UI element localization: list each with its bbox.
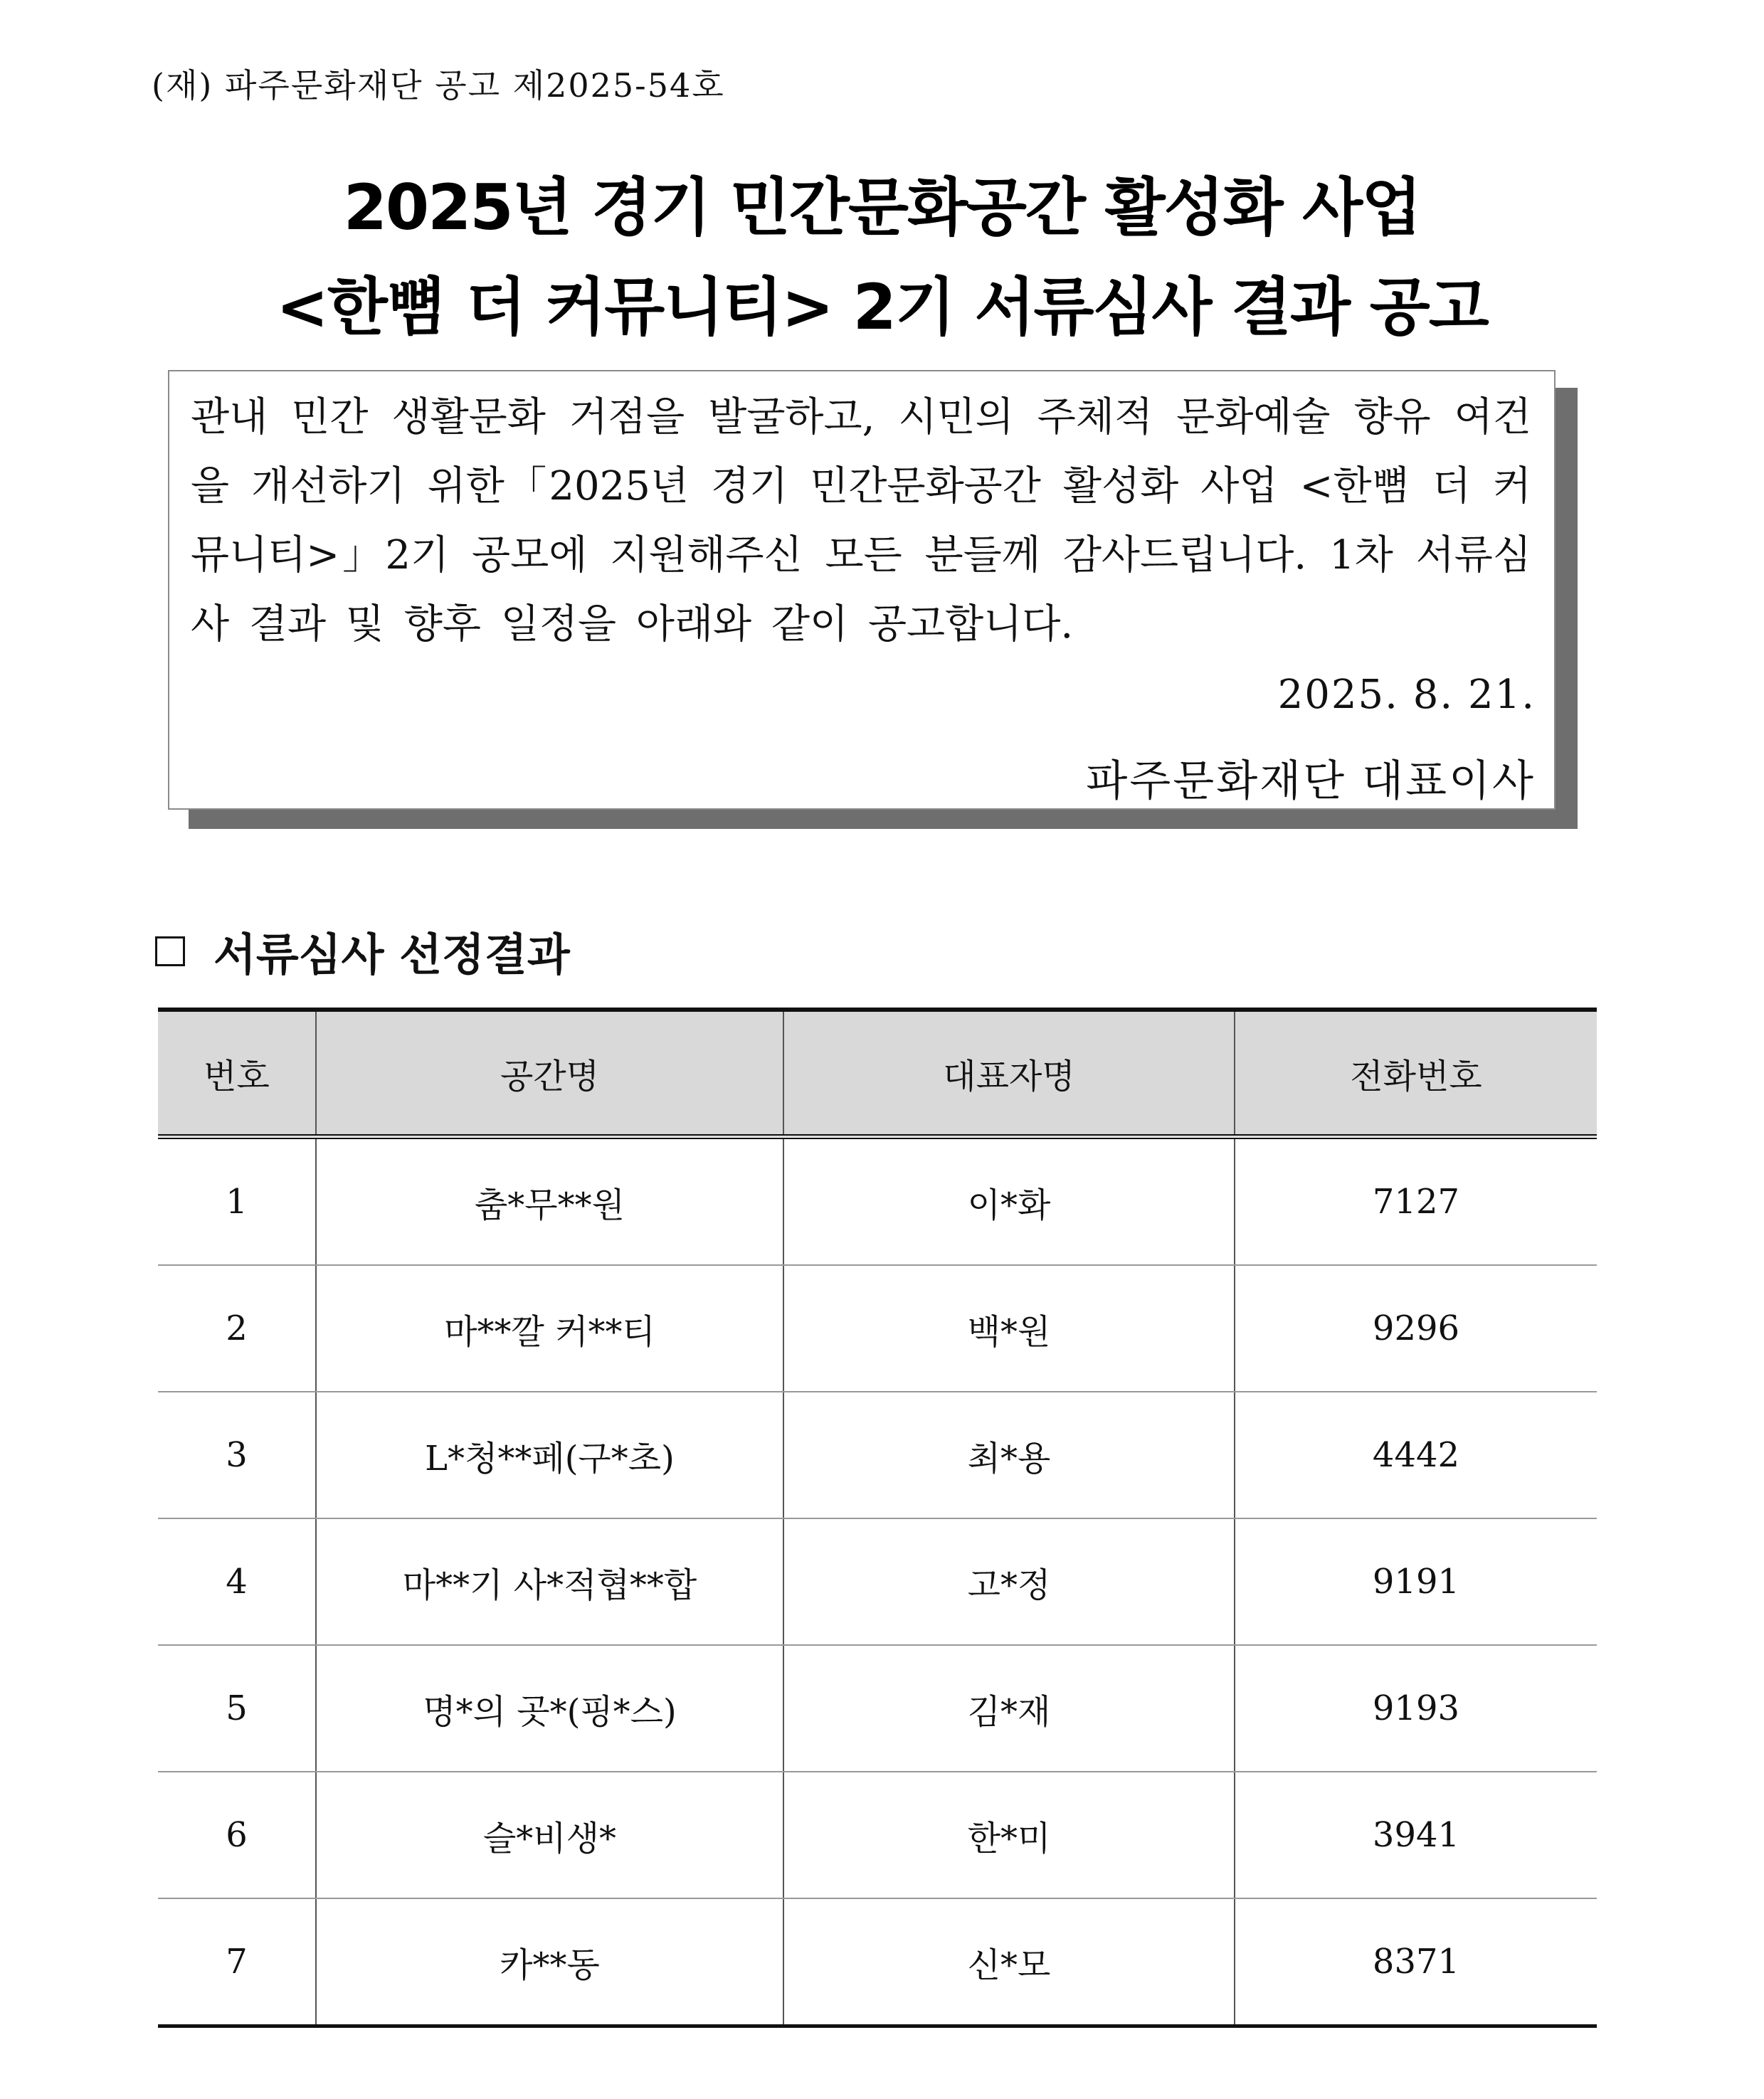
cell-space-name: 마**깔 커**티 — [316, 1265, 783, 1392]
cell-representative: 신*모 — [783, 1898, 1235, 2026]
intro-box — [168, 370, 1556, 810]
cell-space-name: 카**동 — [316, 1898, 783, 2026]
section-heading — [155, 919, 570, 983]
cell-number: 4 — [158, 1518, 316, 1645]
header-number: 번호 — [158, 1010, 316, 1137]
intro-date: 2025. 8. 21. — [1277, 672, 1536, 718]
cell-number: 6 — [158, 1772, 316, 1898]
cell-space-name: 슬*비생* — [316, 1772, 783, 1898]
document-title-line-2: <한뼘 더 커뮤니티> 2기 서류심사 결과 공고 — [276, 270, 1488, 344]
cell-space-name: 마**기 사*적협**합 — [316, 1518, 783, 1645]
cell-space-name: 명*의 곳*(핑*스) — [316, 1645, 783, 1772]
intro-text: 관내 민간 생활문화 거점을 발굴하고, 시민의 주체적 문화예술 향유 여건을 개선하기 위한「2025년 경기 민간문화공간 활성화 사업 <한뼘 더 커뮤니티>」2기 공모에 지원해주신 모든 분들께 감사드립니다. 1차 서류심사 결과 및 향후 일정을 아래와 같이 공고합니다. — [191, 394, 1531, 647]
table-row — [158, 1265, 1597, 1392]
cell-number: 5 — [158, 1645, 316, 1772]
table-row — [158, 1137, 1597, 1266]
cell-representative: 김*재 — [783, 1645, 1235, 1772]
cell-phone: 9193 — [1235, 1645, 1597, 1772]
notice-number: (재) 파주문화재단 공고 제2025-54호 — [152, 66, 725, 105]
table-row — [158, 1772, 1597, 1898]
table-row — [158, 1645, 1597, 1772]
cell-representative: 백*원 — [783, 1265, 1235, 1392]
header-phone: 전화번호 — [1235, 1010, 1597, 1137]
table-row — [158, 1392, 1597, 1518]
cell-representative: 고*정 — [783, 1518, 1235, 1645]
cell-number: 2 — [158, 1265, 316, 1392]
intro-signature: 파주문화재단 대표이사 — [1086, 756, 1536, 806]
cell-phone: 7127 — [1235, 1137, 1597, 1266]
cell-phone: 9296 — [1235, 1265, 1597, 1392]
cell-representative: 이*화 — [783, 1137, 1235, 1266]
results-table — [158, 1008, 1597, 2028]
cell-phone: 9191 — [1235, 1518, 1597, 1645]
cell-phone: 3941 — [1235, 1772, 1597, 1898]
table-row — [158, 1898, 1597, 2026]
table-row — [158, 1518, 1597, 1645]
header-space-name: 공간명 — [316, 1010, 783, 1137]
cell-number: 3 — [158, 1392, 316, 1518]
header-representative: 대표자명 — [783, 1010, 1235, 1137]
cell-number: 7 — [158, 1898, 316, 2026]
cell-phone: 8371 — [1235, 1898, 1597, 2026]
cell-space-name: L*청**페(구*초) — [316, 1392, 783, 1518]
cell-representative: 최*용 — [783, 1392, 1235, 1518]
document-title-line-1: 2025년 경기 민간문화공간 활성화 사업 — [343, 171, 1421, 244]
cell-space-name: 춤*무**원 — [316, 1137, 783, 1266]
section-heading-text: 서류심사 선정결과 — [213, 929, 570, 980]
cell-phone: 4442 — [1235, 1392, 1597, 1518]
cell-representative: 한*미 — [783, 1772, 1235, 1898]
cell-number: 1 — [158, 1137, 316, 1266]
table-header-row — [158, 1010, 1597, 1137]
empty-square-icon — [155, 936, 185, 966]
